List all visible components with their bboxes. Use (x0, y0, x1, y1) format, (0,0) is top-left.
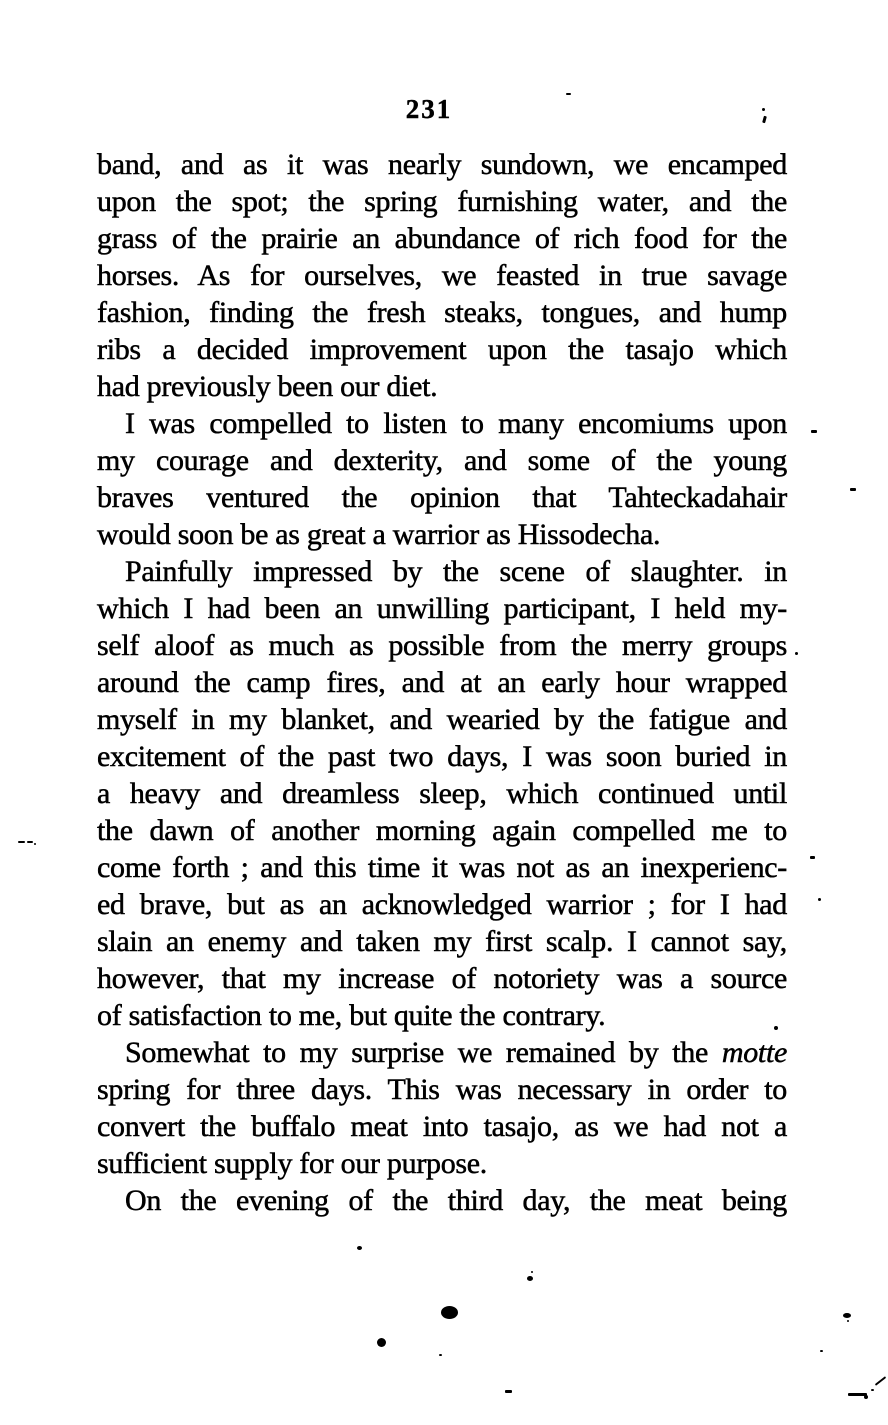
text-segment: would soon be as great a warrior as Hissodecha. (97, 518, 661, 551)
ink-speck (439, 1354, 442, 1356)
page-number: 231 (405, 94, 453, 124)
text-segment: Painfully impressed by the scene of slaughter. in (125, 555, 787, 588)
ink-speck (847, 1320, 849, 1322)
text-line (97, 331, 787, 368)
text-line (97, 1182, 787, 1219)
ink-speck (505, 1390, 512, 1393)
text-segment: I was compelled to listen to many encomiums upon (125, 407, 787, 440)
text-block (97, 146, 787, 1219)
ink-speck (27, 841, 33, 843)
text-line (97, 1108, 787, 1145)
paragraph (97, 1182, 787, 1219)
text-segment: self aloof as much as possible from the merry groups (97, 629, 787, 662)
text-segment: fashion, finding the fresh steaks, tongues, and hump (97, 296, 787, 329)
text-segment: upon the spot; the spring furnishing water, and the (97, 185, 787, 218)
text-segment: convert the buffalo meat into tasajo, as we had not a (97, 1110, 787, 1143)
text-segment: the dawn of another morning again compelled me to (97, 814, 787, 847)
text-line (97, 405, 787, 442)
text-segment: On the evening of the third day, the meat being (125, 1184, 787, 1217)
text-line (97, 997, 787, 1034)
ink-speck (875, 1376, 886, 1386)
ink-speck (18, 841, 25, 843)
text-line (97, 664, 787, 701)
text-line (97, 701, 787, 738)
text-segment: slain an enemy and taken my first scalp. I cannot say, (97, 925, 787, 958)
ink-speck (871, 1389, 874, 1391)
text-segment: ribs a decided improvement upon the tasajo which (97, 333, 787, 366)
ink-speck (843, 1313, 851, 1318)
ink-speck (762, 108, 765, 111)
text-segment: of satisfaction to me, but quite the contrary. (97, 999, 606, 1032)
text-segment: had previously been our diet. (97, 370, 438, 403)
text-line (97, 1145, 787, 1182)
text-segment: which I had been an unwilling participant, I held my- (97, 592, 787, 625)
text-segment: grass of the prairie an abundance of rich food for the (97, 222, 787, 255)
ink-speck (864, 1395, 868, 1399)
ink-speck (377, 1338, 386, 1347)
text-line (97, 923, 787, 960)
ink-speck (774, 1026, 778, 1030)
ink-speck (795, 652, 798, 655)
text-line (97, 738, 787, 775)
ink-speck (566, 93, 571, 95)
ink-speck (531, 1271, 533, 1273)
text-segment: horses. As for ourselves, we feasted in true savage (97, 259, 787, 292)
ink-speck (357, 1246, 362, 1250)
ink-speck (850, 488, 856, 491)
text-line (97, 849, 787, 886)
text-segment: braves ventured the opinion that Tahteckadahair (97, 481, 787, 514)
text-segment: myself in my blanket, and wearied by the fatigue and (97, 703, 787, 736)
ink-speck (34, 843, 36, 845)
text-line (97, 368, 787, 405)
text-line (97, 886, 787, 923)
paragraph (97, 146, 787, 405)
text-segment: band, and as it was nearly sundown, we encamped (97, 148, 787, 181)
text-line (97, 516, 787, 553)
text-line (97, 590, 787, 627)
text-segment: ed brave, but as an acknowledged warrior ; for I had (97, 888, 787, 921)
text-line (97, 479, 787, 516)
text-segment: however, that my increase of notoriety was a source (97, 962, 787, 995)
text-segment: my courage and dexterity, and some of the young (97, 444, 787, 477)
text-line (97, 442, 787, 479)
text-segment: spring for three days. This was necessary in order to (97, 1073, 787, 1106)
ink-speck (810, 856, 815, 859)
text-line (97, 1071, 787, 1108)
text-segment: come forth ; and this time it was not as an inexperienc- (97, 851, 787, 884)
text-line (97, 812, 787, 849)
paragraph (97, 553, 787, 1034)
text-segment: Somewhat to my surprise we remained by the (125, 1036, 722, 1069)
text-line (97, 183, 787, 220)
ink-speck (527, 1276, 533, 1281)
paragraph (97, 1034, 787, 1182)
ink-speck (820, 1350, 823, 1352)
text-segment: around the camp fires, and at an early hour wrapped (97, 666, 787, 699)
text-line (97, 294, 787, 331)
paragraph (97, 405, 787, 553)
text-line (97, 553, 787, 590)
text-segment: sufficient supply for our purpose. (97, 1147, 488, 1180)
text-line (97, 146, 787, 183)
ink-speck (441, 1306, 458, 1319)
text-line (97, 775, 787, 812)
text-line (97, 627, 787, 664)
italic-word: motte (721, 1036, 787, 1069)
text-segment: excitement of the past two days, I was soon buried in (97, 740, 787, 773)
text-segment: a heavy and dreamless sleep, which continued until (97, 777, 787, 810)
text-line (97, 960, 787, 997)
text-line (97, 257, 787, 294)
ink-speck (818, 898, 821, 901)
text-line (97, 1034, 787, 1071)
ink-speck (811, 430, 817, 433)
text-line (97, 220, 787, 257)
